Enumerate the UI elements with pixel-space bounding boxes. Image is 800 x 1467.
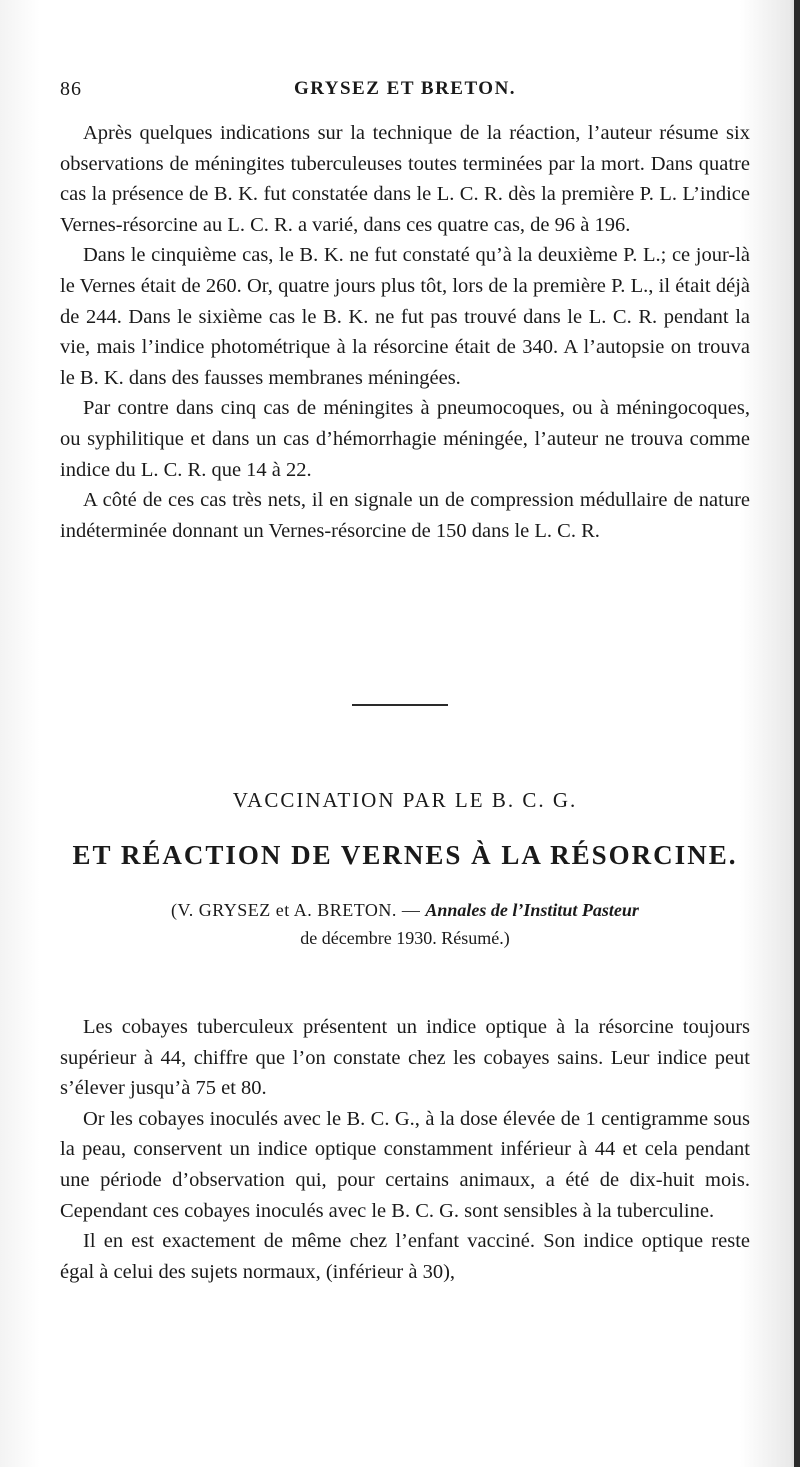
paragraph: Les cobayes tuberculeux présentent un indice optique à la résorcine toujours supérieur à 44, chiffre que l’on constate chez les cobayes sains. Leur indice peut s’élever jusqu’à 75 et 80. (60, 1016, 750, 1100)
paragraph: Après quelques indications sur la technique de la réaction, l’auteur résume six observations de méningites tuberculeuses toutes terminées par la mort. Dans quatre cas la présence de B. K. fut constatée dans le L. C. R. dès la première P. L. L’indice Vernes-résorcine au L. C. R. a varié, dans ces quatre cas, de 96 à 196. (60, 122, 750, 236)
section-divider (352, 704, 448, 706)
section-1-body (60, 118, 750, 546)
article-body (60, 1012, 750, 1287)
page-header (60, 78, 750, 112)
citation-journal: Annales de l’Institut Pasteur (425, 900, 639, 920)
citation-date: de décembre 1930. Résumé.) (300, 928, 510, 948)
paragraph: Il en est exactement de même chez l’enfant vacciné. Son indice optique reste égal à celui des sujets normaux, (inférieur à 30), (60, 1230, 750, 1283)
citation-authors: (V. GRYSEZ et A. BRETON. — (171, 900, 426, 920)
paragraph: A côté de ces cas très nets, il en signale un de compression médullaire de nature indéterminée donnant un Vernes-résorcine de 150 dans le L. C. R. (60, 489, 750, 542)
article-title-line-1: VACCINATION PAR LE B. C. G. (232, 788, 578, 812)
article-citation (60, 896, 750, 952)
page-number: 86 (60, 78, 82, 100)
paragraph: Or les cobayes inoculés avec le B. C. G., à la dose élevée de 1 centigramme sous la peau, conservent un indice optique constamment inférieur à 44 et cela pendant une période d’observation qui, pour certains animaux, a été de dix-huit mois. Cependant ces cobayes inoculés avec le B. C. G. sont sensibles à la tuberculine. (60, 1107, 750, 1222)
page-edge-shadow (794, 0, 800, 1467)
article-title-line-2: ET RÉACTION DE VERNES À LA RÉSORCINE. (72, 840, 738, 870)
citation-line-1 (60, 896, 750, 924)
paragraph: Par contre dans cinq cas de méningites à pneumocoques, ou à méningocoques, ou syphilitique et dans un cas d’hémorrhagie méningée, l’auteur ne trouva comme indice du L. C. R. que 14 à 22. (60, 397, 750, 481)
running-title: GRYSEZ ET BRETON. (293, 78, 517, 99)
paragraph: Dans le cinquième cas, le B. K. ne fut constaté qu’à la deuxième P. L.; ce jour-là le Vernes était de 260. Or, quatre jours plus tôt, lors de la première P. L., il était déjà de 244. Dans le sixième cas le B. K. ne fut pas trouvé dans le L. C. R. pendant la vie, mais l’indice photométrique à la résorcine était de 340. A l’autopsie on trouva le B. K. dans des fausses membranes méningées. (60, 244, 750, 389)
